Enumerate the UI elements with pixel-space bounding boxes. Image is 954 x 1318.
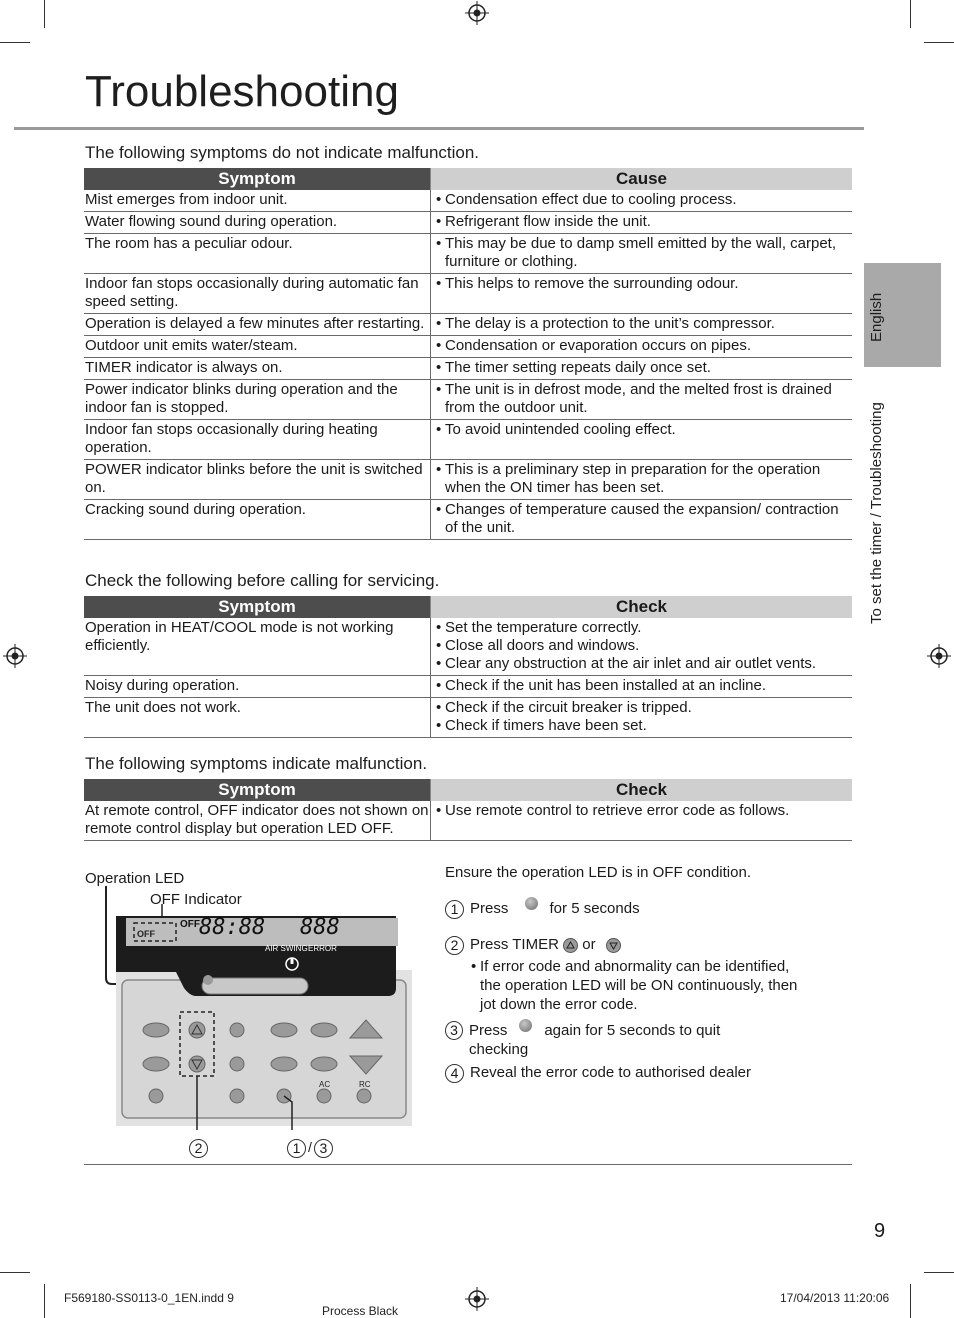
table-row [84,420,852,460]
symptom-cell: At remote control, OFF indicator does not shown on remote control display but operation LED OFF. [84,801,431,841]
diagram-label-operation-led: Operation LED [85,870,185,887]
symptom-header: Symptom [84,596,431,618]
check-header: Check [431,779,853,801]
cause-cell [431,212,853,234]
symptom-cell: POWER indicator blinks before the unit is switched on. [84,460,431,500]
bullet-item: • Check if the unit has been installed at an incline. [436,677,767,694]
symptom-cell: The unit does not work. [84,698,431,738]
bullet-item: • Refrigerant flow inside the unit. [436,213,651,230]
registration-mark-right [927,644,951,668]
symptom-cell: The room has a peculiar odour. [84,234,431,274]
cause-header: Cause [431,168,853,190]
bullet-item: • Condensation or evaporation occurs on pipes. [436,337,752,354]
cause-cell [431,420,853,460]
footer-process: Process Black [322,1304,399,1318]
footer-file: F569180-SS0113-0_1EN.indd 9 [64,1291,234,1305]
cause-cell [431,190,853,212]
section2-heading: Check the following before calling for servicing. [85,571,440,590]
bullet-item: • The delay is a protection to the unit’s compressor. [436,315,775,332]
table-row [84,380,852,420]
instructions-intro: Ensure the operation LED is in OFF condition. [445,864,751,881]
table-row [84,500,852,540]
cause-cell [431,314,853,336]
cause-cell [431,618,853,676]
footer-date: 17/04/2013 11:20:06 [780,1291,890,1305]
cause-cell [431,801,853,841]
symptom-cell: Outdoor unit emits water/steam. [84,336,431,358]
bullet-item: • To avoid unintended cooling effect. [436,421,676,438]
display-digits-right: 888 [300,915,340,940]
step-2: 2 Press TIMER or [445,935,621,955]
table-row [84,460,852,500]
display-off-text-top: OFF [180,919,200,930]
servicing-check-table [84,596,852,738]
table-row [84,336,852,358]
title-rule [14,127,864,130]
bullet-item: • This is a preliminary step in preparation for the operation when the ON timer has been set. [436,461,821,496]
cause-cell [431,358,853,380]
table-row [84,234,852,274]
check-header: Check [431,596,853,618]
symptom-cell: Indoor fan stops occasionally during automatic fan speed setting. [84,274,431,314]
callout-1-3: 1 / 3 [287,1139,339,1158]
cause-cell [431,234,853,274]
no-malfunction-table [84,168,852,540]
diagram-label-off-indicator: OFF Indicator [150,891,242,908]
bullet-item: • Condensation effect due to cooling process. [436,191,737,208]
bullet-item: • Use remote control to retrieve error code as follows. [436,802,790,819]
table-row [84,190,852,212]
rc-label: RC [359,1080,371,1089]
symptom-cell: Indoor fan stops occasionally during heating operation. [84,420,431,460]
ac-label: AC [319,1080,331,1089]
registration-mark-top [465,1,489,25]
cause-cell [431,676,853,698]
table-row [84,618,852,676]
section3-bottom-rule [84,1164,852,1165]
bullet-item: • This helps to remove the surrounding odour. [436,275,739,292]
symptom-cell: Operation is delayed a few minutes after restarting. [84,314,431,336]
symptom-cell: Cracking sound during operation. [84,500,431,540]
registration-mark-bottom [465,1287,489,1311]
timer-up-icon [563,938,578,953]
error-label: ERROR [308,944,337,953]
bullet-item: • Changes of temperature caused the expansion/ contraction of the unit. [436,501,839,536]
bullet-item: • Check if timers have been set. [436,717,647,734]
table-row [84,698,852,738]
section1-heading: The following symptoms do not indicate malfunction. [85,143,480,162]
bullet-item: • Clear any obstruction at the air inlet and air outlet vents. [436,655,817,672]
table-row [84,274,852,314]
step-1: 1 Press for 5 seconds [445,899,640,919]
symptom-cell: Water flowing sound during operation. [84,212,431,234]
symptom-cell: Mist emerges from indoor unit. [84,190,431,212]
airswing-label: AIR SWING [265,944,308,953]
section3-heading: The following symptoms indicate malfunction. [85,754,428,773]
symptom-cell: Power indicator blinks during operation and the indoor fan is stopped. [84,380,431,420]
timer-down-icon [606,938,621,953]
cause-cell [431,698,853,738]
display-off-text: OFF [137,929,155,939]
cause-cell [431,336,853,358]
step-4: 4 Reveal the error code to authorised dealer [445,1063,751,1083]
table-row [84,676,852,698]
display-digits: 88:88 [199,915,266,940]
bullet-item: • Check if the circuit breaker is tripped. [436,699,692,716]
symptom-header: Symptom [84,168,431,190]
cause-cell [431,500,853,540]
cause-cell [431,274,853,314]
bullet-item: • Close all doors and windows. [436,637,640,654]
page-title: Troubleshooting [85,67,399,116]
registration-mark-left [3,644,27,668]
table-row [84,314,852,336]
cause-cell [431,460,853,500]
page-number: 9 [874,1220,886,1242]
bullet-item: • Set the temperature correctly. [436,619,642,636]
symptom-cell: Operation in HEAT/COOL mode is not working efficiently. [84,618,431,676]
symptom-cell: Noisy during operation. [84,676,431,698]
bullet-item: • The timer setting repeats daily once set. [436,359,711,376]
symptom-header: Symptom [84,779,431,801]
cause-cell [431,380,853,420]
callout-2: 2 [189,1139,214,1158]
step-2-note: • If error code and abnormality can be identified, the operation LED will be ON continuously, then jot down the error code. [471,958,798,1013]
remote-button-icon [519,1019,532,1032]
symptom-cell: TIMER indicator is always on. [84,358,431,380]
malfunction-table [84,779,852,841]
bullet-item: • This may be due to damp smell emitted by the wall, carpet, furniture or clothing. [436,235,837,270]
section-side-label: To set the timer / Troubleshooting [868,402,885,624]
language-tab-label: English [868,292,885,342]
remote-button-icon [525,897,538,910]
step-3: 3 Press again for 5 seconds to quit checking [445,1021,765,1059]
table-row [84,358,852,380]
table-row [84,801,852,841]
table-row [84,212,852,234]
bullet-item: • The unit is in defrost mode, and the melted frost is drained from the outdoor unit. [436,381,832,416]
